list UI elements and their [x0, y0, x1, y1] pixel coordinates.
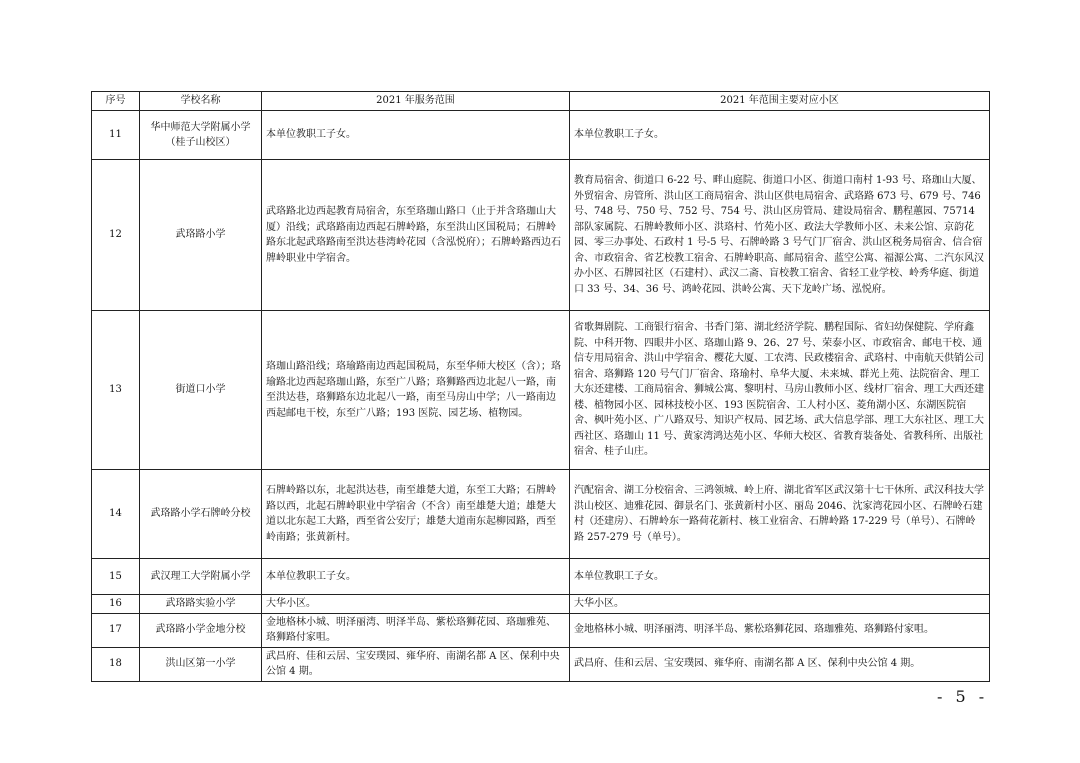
- school-name: 洪山区第一小学: [140, 647, 262, 681]
- serial-number: 16: [92, 595, 140, 614]
- enrollment-table: [91, 91, 990, 682]
- school-name: 武珞路小学: [140, 160, 262, 311]
- corresponding-communities: 武昌府、佳和云居、宝安璞园、雍华府、南湖名都 A 区、保利中央公馆 4 期。: [570, 647, 990, 681]
- corresponding-communities: 大华小区。: [570, 595, 990, 614]
- table-row: [92, 160, 990, 311]
- service-scope: 本单位教职工子女。: [262, 559, 570, 595]
- serial-number: 13: [92, 311, 140, 470]
- header-service-scope: 2021 年服务范围: [262, 92, 570, 111]
- table-row: [92, 111, 990, 160]
- corresponding-communities: 省歌舞剧院、工商银行宿舍、书香门第、湖北经济学院、鹏程国际、省妇幼保健院、学府鑫院、中科开物、四眼井小区、珞珈山路 9、26、27 号、荣泰小区、市政宿舍、邮电干校、通信专用局宿舍、洪山中学宿舍、樱花大厦、工农湾、民政楼宿舍、武珞村、中南航天供销公司宿舍、珞狮路 120 号气门厂宿舍、珞瑜村、阜华大厦、未来城、群光上苑、法院宿舍、理工大东还建楼、工商局宿舍、狮城公寓、黎明村、马房山教师小区、线材厂宿舍、理工大西还建楼、植物园小区、园林技校小区、193 医院宿舍、工人村小区、菱角湖小区、东湖医院宿舍、枫叶苑小区、广八路双号、知识产权局、园艺场、武大信息学部、理工大东社区、理工大西社区、珞珈山 11 号、黄家湾鸿达苑小区、华师大校区、省教育装备处、省教科所、出版社宿舍、桂子山庄。: [570, 311, 990, 470]
- table-header-row: [92, 92, 990, 111]
- header-serial-number: 序号: [92, 92, 140, 111]
- corresponding-communities: 教育局宿舍、街道口 6-22 号、畔山庭院、街道口小区、街道口南村 1-93 号、珞珈山大厦、外贸宿舍、房管所、洪山区工商局宿舍、洪山区供电局宿舍、武珞路 673 号、679 号、746 号、748 号、750 号、752 号、754 号、洪山区房管局、建设局宿舍、鹏程蕙园、75714 部队家属院、石牌岭教师小区、洪珞村、竹苑小区、政法大学教师小区、未来公馆、京韵花园、零三办事处、石政村 1 号-5 号、石牌岭路 3 号气门厂宿舍、洪山区税务局宿舍、信合宿舍、市政宿舍、省艺校教工宿舍、石牌岭职高、邮局宿舍、蓝空公寓、福源公寓、二汽东风汉办小区、石牌园社区（石建村）、武汉二斋、盲校教工宿舍、省轻工业学校、岭秀华庭、街道口 33 号、34、36 号、鸿岭花园、洪岭公寓、天下龙岭广场、泓悦府。: [570, 160, 990, 311]
- table-row: [92, 311, 990, 470]
- corresponding-communities: 本单位教职工子女。: [570, 111, 990, 160]
- school-name: 武汉理工大学附属小学: [140, 559, 262, 595]
- header-school-name: 学校名称: [140, 92, 262, 111]
- corresponding-communities: 金地格林小城、明泽丽湾、明泽半岛、紫松珞狮花园、珞珈雅苑、珞狮路付家咀。: [570, 613, 990, 647]
- service-scope: 本单位教职工子女。: [262, 111, 570, 160]
- serial-number: 12: [92, 160, 140, 311]
- table-row: [92, 613, 990, 647]
- serial-number: 11: [92, 111, 140, 160]
- school-name: 华中师范大学附属小学（桂子山校区）: [140, 111, 262, 160]
- table-row: [92, 559, 990, 595]
- service-scope: 石牌岭路以东，北起洪达巷，南至雄楚大道，东至工大路；石牌岭路以西，北起石牌岭职业中学宿舍（不含）南至雄楚大道；雄楚大道以北东起工大路，西至省公安厅；雄楚大道南东起柳园路，西至岭南路；张黄新村。: [262, 470, 570, 559]
- serial-number: 14: [92, 470, 140, 559]
- table-row: [92, 647, 990, 681]
- corresponding-communities: 汽配宿舍、湖工分校宿舍、三鸿领城、岭上府、湖北省军区武汉第十七干休所、武汉科技大学洪山校区、迪雅花园、御景名门、张黄新村小区、丽岛 2046、沈家湾花园小区、石牌岭石建村（还建房）、石牌岭东一路荷花新村、核工业宿舍、石牌岭路 17-229 号（单号）、石牌岭路 257-279 号（单号）。: [570, 470, 990, 559]
- header-corresponding-communities: 2021 年范围主要对应小区: [570, 92, 990, 111]
- school-name: 街道口小学: [140, 311, 262, 470]
- service-scope: 武昌府、佳和云居、宝安璞园、雍华府、南湖名都 A 区、保利中央公馆 4 期。: [262, 647, 570, 681]
- school-name: 武珞路小学石牌岭分校: [140, 470, 262, 559]
- serial-number: 15: [92, 559, 140, 595]
- corresponding-communities: 本单位教职工子女。: [570, 559, 990, 595]
- serial-number: 18: [92, 647, 140, 681]
- school-name: 武珞路小学金地分校: [140, 613, 262, 647]
- service-scope: 大华小区。: [262, 595, 570, 614]
- table-row: [92, 595, 990, 614]
- table-row: [92, 470, 990, 559]
- service-scope: 武珞路北边西起教育局宿舍，东至珞珈山路口（止于并含珞珈山大厦）沿线；武珞路南边西起石牌岭路，东至洪山区国税局；石牌岭路东北起武珞路南至洪达巷湾岭花园（含泓悦府）；石牌岭路西边石牌岭职业中学宿舍。: [262, 160, 570, 311]
- school-name: 武珞路实验小学: [140, 595, 262, 614]
- serial-number: 17: [92, 613, 140, 647]
- page-number: - 5 -: [937, 687, 989, 706]
- service-scope: 珞珈山路沿线；珞瑜路南边西起国税局，东至华师大校区（含）；珞瑜路北边西起珞珈山路，东至广八路；珞狮路西边北起八一路，南至洪达巷，珞狮路东边北起八一路，南至马房山中学；八一路南边西起邮电干校，东至广八路；193 医院、园艺场、植物园。: [262, 311, 570, 470]
- service-scope: 金地格林小城、明泽丽湾、明泽半岛、紫松珞狮花园、珞珈雅苑、珞狮路付家咀。: [262, 613, 570, 647]
